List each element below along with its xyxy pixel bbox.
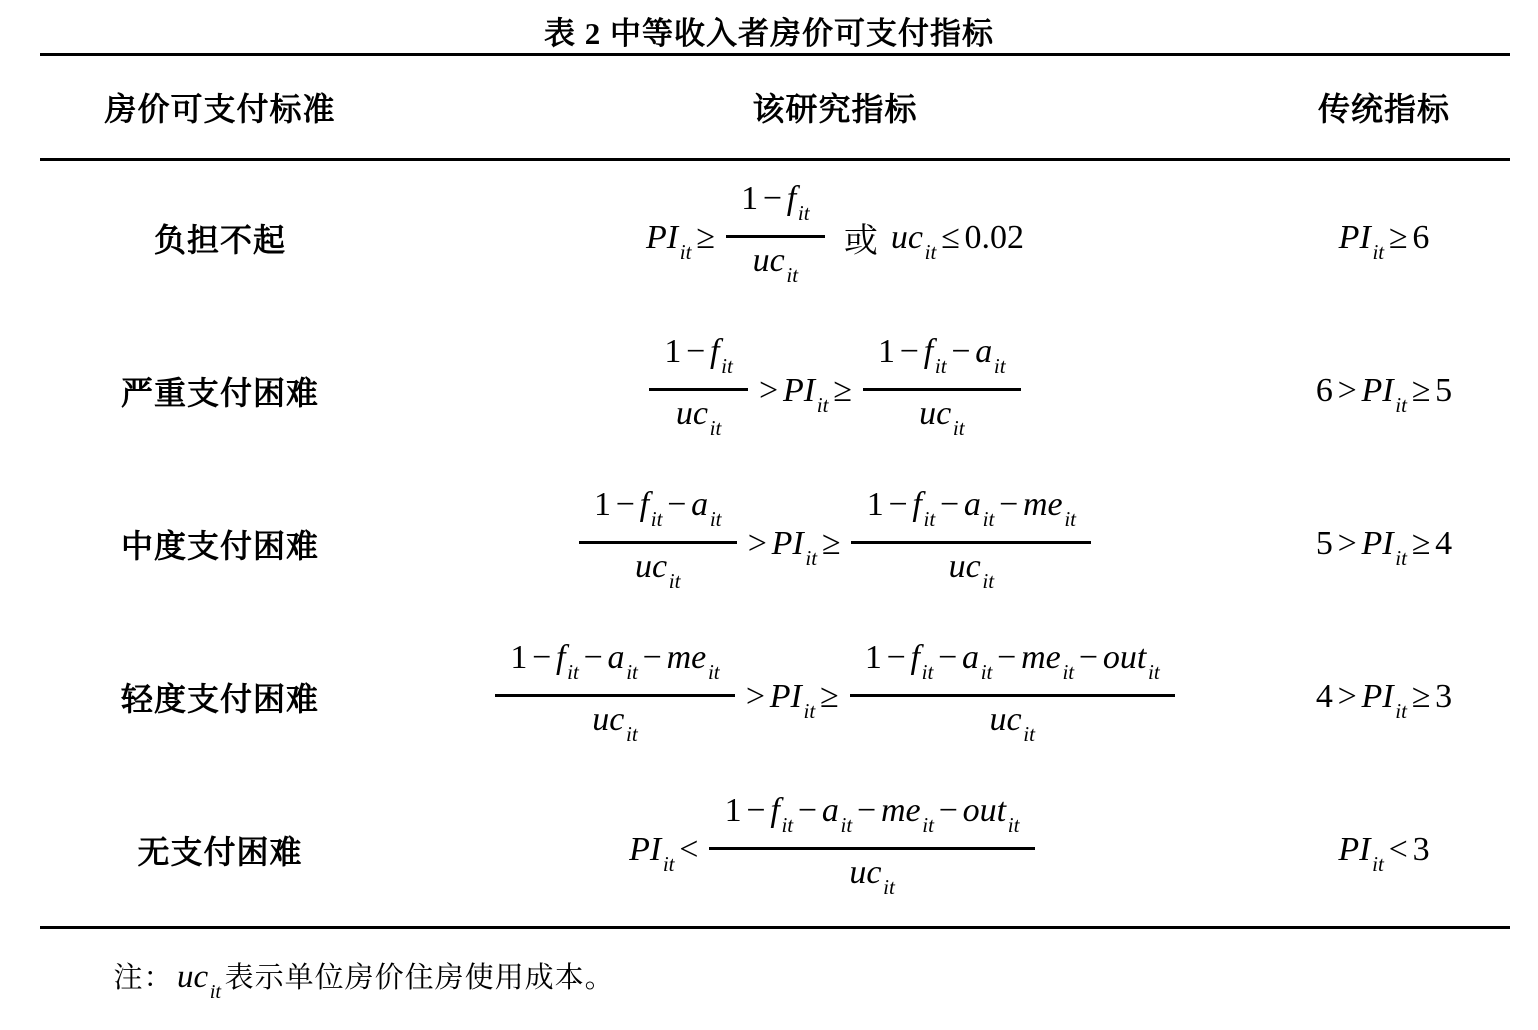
math-variable: $f_{it}$ [556, 638, 579, 685]
table-header-row [0, 56, 1538, 158]
math-variable: $uc_{it}$ [176, 959, 222, 1004]
math-operator: ≥ [833, 371, 852, 409]
math-operator: ≥ [821, 524, 841, 562]
math-variable: $f_{it}$ [912, 485, 936, 532]
column-header-study-indicator: 该研究指标 [752, 91, 918, 127]
math-operator: ≤ [941, 218, 960, 256]
math-text: 6 [1412, 218, 1430, 256]
math-variable: $uc_{it}$ [849, 853, 895, 900]
math-text: 1 [724, 791, 742, 829]
math-subscript: it [840, 813, 853, 838]
math-operator: ≥ [1388, 218, 1408, 256]
math-variable: $f_{it}$ [786, 179, 810, 226]
math-operator: − [938, 791, 958, 829]
table-row [0, 467, 1538, 620]
math-subscript: it [626, 660, 638, 685]
math-subscript: it [923, 507, 936, 532]
math-operator: − [686, 332, 706, 370]
standard-label: 轻度支付困难 [120, 680, 319, 717]
math-subscript: it [982, 569, 995, 594]
math-subscript: it [921, 660, 934, 685]
math-operator: > [759, 371, 779, 409]
math-variable: $PI_{it}$ [629, 830, 675, 877]
math-text: 1 [864, 638, 882, 676]
math-variable: $PI_{it}$ [769, 677, 816, 724]
math-operator: ≥ [696, 218, 715, 256]
math-subscript: it [1023, 722, 1035, 747]
math-variable: $a_{it}$ [963, 485, 995, 532]
standard-label: 负担不起 [153, 221, 286, 258]
math-variable: $uc_{it}$ [675, 394, 722, 441]
math-variable: $me_{it}$ [880, 791, 934, 838]
math-subscript: it [922, 813, 934, 838]
math-variable: $a_{it}$ [691, 485, 722, 532]
table-row [0, 773, 1538, 926]
math-subscript: it [797, 201, 810, 226]
math-subscript: it [721, 354, 733, 379]
math-subscript: it [934, 354, 947, 379]
fraction [709, 792, 1034, 907]
math-subscript: it [924, 240, 937, 265]
fraction [863, 333, 1021, 448]
math-operator: − [899, 332, 919, 370]
math-subscript: it [980, 660, 993, 685]
math-variable: $uc_{it}$ [919, 394, 965, 441]
math-operator: < [1388, 830, 1408, 868]
math-text: 3 [1412, 830, 1430, 868]
math-subscript: it [567, 660, 579, 685]
study-indicator-formula [440, 639, 1230, 754]
math-variable: $uc_{it}$ [890, 218, 937, 265]
math-text: 5 [1435, 371, 1453, 409]
math-operator: ≥ [819, 677, 839, 715]
math-variable: $uc_{it}$ [635, 547, 681, 594]
math-variable: out$_{it}$ [1102, 638, 1160, 685]
math-variable: $f_{it}$ [710, 332, 733, 379]
math-operator: − [746, 791, 766, 829]
table-title: 表 2 中等收入者房价可支付指标 [544, 16, 994, 51]
math-subscript: it [707, 660, 720, 685]
math-operator: − [615, 485, 635, 523]
traditional-indicator [1230, 218, 1538, 265]
fraction [495, 639, 735, 754]
math-subscript: it [1007, 813, 1020, 838]
table-row [0, 314, 1538, 467]
fraction [851, 486, 1091, 601]
math-variable: $uc_{it}$ [989, 700, 1035, 747]
math-operator: − [888, 485, 908, 523]
traditional-indicator [1230, 830, 1538, 877]
math-operator: > [1337, 524, 1357, 562]
bottom-rule [40, 926, 1510, 929]
math-subscript: it [679, 240, 692, 265]
math-subscript: it [1064, 507, 1077, 532]
fraction [726, 180, 825, 295]
math-variable: $a_{it}$ [962, 638, 993, 685]
math-text: 1 [878, 332, 896, 370]
math-operator: − [938, 638, 958, 676]
math-operator: ≥ [1411, 524, 1431, 562]
math-text: 1 [866, 485, 884, 523]
math-text: 注： [113, 962, 174, 994]
math-subscript: it [816, 393, 829, 418]
math-variable: $PI_{it}$ [1361, 371, 1407, 418]
study-indicator-formula [440, 792, 1230, 907]
math-text: 3 [1435, 677, 1453, 715]
math-variable: $PI_{it}$ [782, 371, 829, 418]
math-subscript: it [803, 699, 816, 724]
math-variable: $me_{it}$ [1021, 638, 1075, 685]
math-variable: $a_{it}$ [821, 791, 853, 838]
math-operator: − [886, 638, 906, 676]
math-operator: − [939, 485, 960, 523]
math-subscript: it [805, 546, 818, 571]
math-variable: $a_{it}$ [607, 638, 638, 685]
table-row [0, 620, 1538, 773]
math-text: 0.02 [964, 218, 1024, 256]
math-text: 或 [843, 223, 878, 260]
math-operator: − [583, 638, 603, 676]
table-body [0, 161, 1538, 926]
standard-label: 无支付困难 [137, 833, 303, 870]
study-indicator-formula [440, 333, 1230, 448]
math-text: 1 [664, 332, 682, 370]
math-variable: $uc_{it}$ [592, 700, 638, 747]
fraction [850, 639, 1175, 754]
math-operator: > [745, 677, 765, 715]
math-operator: − [797, 791, 818, 829]
traditional-indicator [1230, 677, 1538, 724]
column-header-standard: 房价可支付标准 [104, 91, 336, 127]
math-subscript: it [1395, 546, 1407, 571]
math-subscript: it [786, 263, 799, 288]
math-text: 6 [1315, 371, 1333, 409]
math-text: 1 [593, 485, 611, 523]
math-subscript: it [1372, 240, 1385, 265]
math-operator: ≥ [1411, 371, 1431, 409]
math-subscript: it [952, 416, 965, 441]
math-operator: ≥ [1411, 677, 1431, 715]
math-operator: > [1337, 677, 1357, 715]
math-operator: > [747, 524, 767, 562]
math-subscript: it [1395, 393, 1407, 418]
math-subscript: it [650, 507, 663, 532]
math-subscript: it [982, 507, 995, 532]
math-variable: $PI_{it}$ [646, 218, 692, 265]
fraction [649, 333, 748, 448]
math-subscript: it [1062, 660, 1075, 685]
standard-label: 中度支付困难 [120, 527, 319, 564]
traditional-indicator [1230, 524, 1538, 571]
math-variable: $PI_{it}$ [1361, 677, 1407, 724]
math-operator: − [532, 638, 552, 676]
math-operator: − [999, 485, 1019, 523]
math-variable: $f_{it}$ [910, 638, 934, 685]
math-operator: > [1337, 371, 1357, 409]
math-subscript: it [209, 981, 222, 1004]
fraction [579, 486, 737, 601]
column-header-traditional-indicator: 传统指标 [1317, 91, 1450, 127]
math-text: 1 [741, 179, 759, 217]
traditional-indicator [1230, 371, 1538, 418]
math-variable: $PI_{it}$ [771, 524, 818, 571]
math-subscript: it [662, 852, 675, 877]
math-text: 4 [1435, 524, 1453, 562]
math-operator: − [762, 179, 783, 217]
math-operator: − [997, 638, 1017, 676]
math-variable: $PI_{it}$ [1338, 830, 1384, 877]
math-subscript: it [781, 813, 794, 838]
math-operator: − [951, 332, 971, 370]
math-text: 5 [1315, 524, 1333, 562]
math-text: 1 [510, 638, 528, 676]
math-variable: $me_{it}$ [1023, 485, 1077, 532]
math-variable: $PI_{it}$ [1338, 218, 1385, 265]
math-subscript: it [1147, 660, 1160, 685]
math-text: 4 [1315, 677, 1333, 715]
math-variable: out$_{it}$ [962, 791, 1020, 838]
table-row [0, 161, 1538, 314]
math-subscript: it [668, 569, 681, 594]
math-operator: − [1078, 638, 1099, 676]
standard-label: 严重支付困难 [120, 374, 319, 411]
math-variable: $f_{it}$ [639, 485, 663, 532]
math-variable: $f_{it}$ [923, 332, 947, 379]
math-subscript: it [883, 875, 895, 900]
math-variable: $uc_{it}$ [752, 241, 799, 288]
math-variable: $a_{it}$ [975, 332, 1006, 379]
math-subscript: it [626, 722, 638, 747]
math-operator: − [642, 638, 662, 676]
math-subscript: it [709, 416, 722, 441]
study-indicator-formula [440, 180, 1230, 295]
study-indicator-formula [440, 486, 1230, 601]
math-operator: − [667, 485, 687, 523]
math-variable: $uc_{it}$ [948, 547, 995, 594]
math-variable: $PI_{it}$ [1361, 524, 1407, 571]
math-operator: − [857, 791, 877, 829]
math-variable: $f_{it}$ [770, 791, 794, 838]
math-text: 表示单位房价住房使用成本。 [224, 962, 615, 994]
math-variable: $me_{it}$ [666, 638, 720, 685]
math-subscript: it [1395, 699, 1407, 724]
math-operator: < [679, 830, 699, 868]
math-subscript: it [709, 507, 722, 532]
math-subscript: it [1372, 852, 1384, 877]
math-subscript: it [993, 354, 1006, 379]
table-note [0, 955, 1538, 1004]
